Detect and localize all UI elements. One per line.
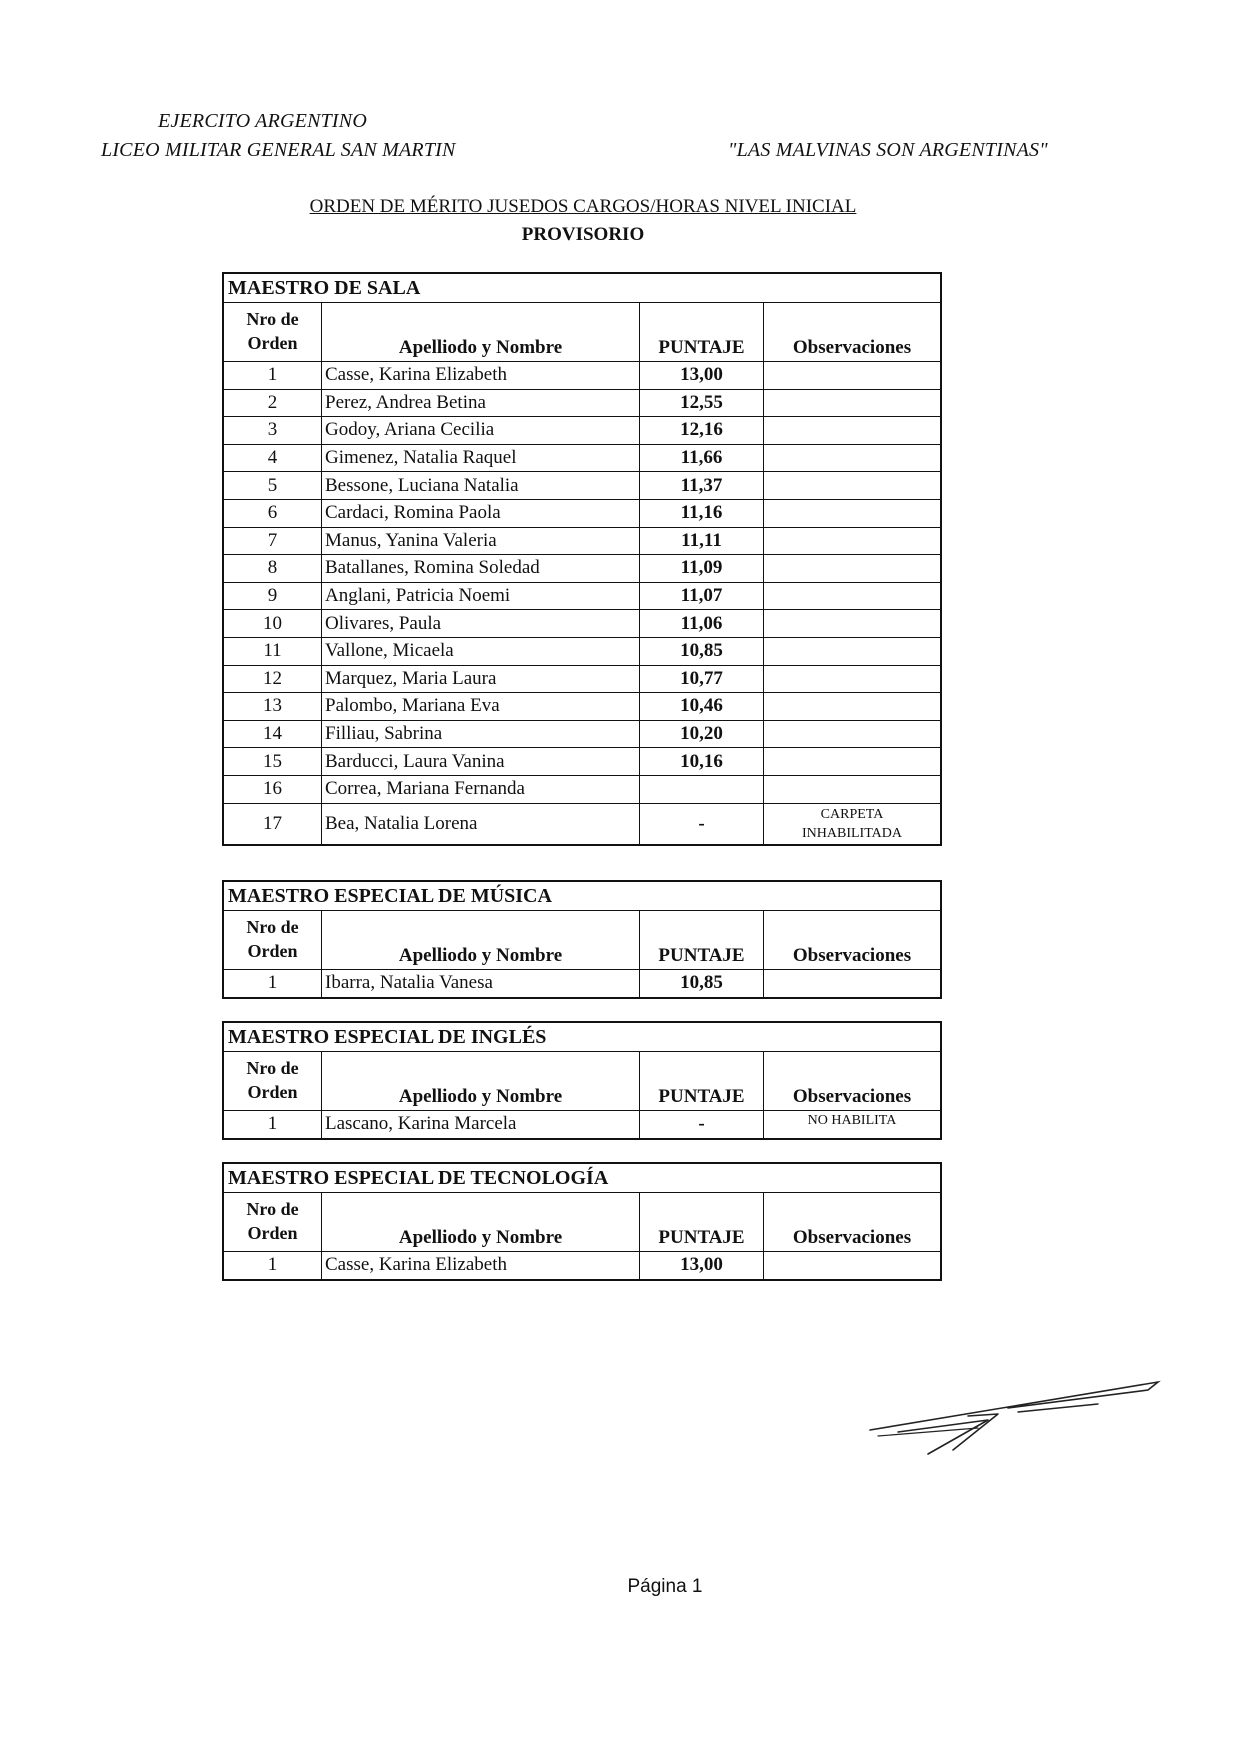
table-row: 6 Cardaci, Romina Paola 11,16 [224, 499, 940, 527]
table-row: 12 Marquez, Maria Laura 10,77 [224, 665, 940, 693]
document-title: ORDEN DE MÉRITO JUSEDOS CARGOS/HORAS NIVEL INICIAL [309, 196, 857, 217]
table-row: 9 Anglani, Patricia Noemi 11,07 [224, 582, 940, 610]
table-row: 13 Palombo, Mariana Eva 10,46 [224, 693, 940, 721]
ranking-table [224, 1193, 940, 1279]
ranking-table [224, 303, 940, 844]
section-maestro-especial-ingles [222, 1021, 942, 1140]
notes-cell: CARPETA INHABILITADA [764, 803, 941, 844]
column-header-score: PUNTAJE [640, 1052, 764, 1111]
section-maestro-de-sala [222, 272, 942, 846]
section-title: MAESTRO ESPECIAL DE MÚSICA [224, 882, 940, 911]
table-header-row [224, 1052, 940, 1111]
column-header-name: Apelliodo y Nombre [322, 1193, 640, 1252]
column-header-order: Nro de Orden [224, 911, 322, 970]
table-row: 10 Olivares, Paula 11,06 [224, 610, 940, 638]
section-maestro-especial-musica [222, 880, 942, 999]
section-title: MAESTRO ESPECIAL DE INGLÉS [224, 1023, 940, 1052]
column-header-notes: Observaciones [764, 911, 941, 970]
ranking-table [224, 1052, 940, 1138]
header-institution-line2: LICEO MILITAR GENERAL SAN MARTIN [101, 139, 456, 161]
table-header-row [224, 1193, 940, 1252]
column-header-score: PUNTAJE [640, 303, 764, 362]
section-title: MAESTRO DE SALA [224, 274, 940, 303]
column-header-notes: Observaciones [764, 1193, 941, 1252]
signature-image [868, 1370, 1168, 1460]
table-row: 3 Godoy, Ariana Cecilia 12,16 [224, 417, 940, 445]
column-header-order: Nro de Orden [224, 303, 322, 362]
column-header-score: PUNTAJE [640, 911, 764, 970]
table-row: 5 Bessone, Luciana Natalia 11,37 [224, 472, 940, 500]
table-row: 16 Correa, Mariana Fernanda [224, 775, 940, 803]
notes-text: NO HABILITA [807, 1113, 897, 1128]
column-header-name: Apelliodo y Nombre [322, 303, 640, 362]
column-header-order: Nro de Orden [224, 1052, 322, 1111]
column-header-score: PUNTAJE [640, 1193, 764, 1252]
table-row: 2 Perez, Andrea Betina 12,55 [224, 389, 940, 417]
document-subtitle: PROVISORIO [521, 224, 645, 245]
table-row: 7 Manus, Yanina Valeria 11,11 [224, 527, 940, 555]
section-maestro-especial-tecnologia [222, 1162, 942, 1281]
table-row: 14 Filliau, Sabrina 10,20 [224, 720, 940, 748]
table-header-row [224, 303, 940, 362]
column-header-name: Apelliodo y Nombre [322, 1052, 640, 1111]
header-institution-line1: EJERCITO ARGENTINO [158, 110, 367, 132]
page-number: Página 1 [627, 1576, 703, 1597]
column-header-notes: Observaciones [764, 303, 941, 362]
table-row: 1 Casse, Karina Elizabeth 13,00 [224, 362, 940, 390]
column-header-notes: Observaciones [764, 1052, 941, 1111]
column-header-name: Apelliodo y Nombre [322, 911, 640, 970]
table-row: 1 Ibarra, Natalia Vanesa 10,85 [224, 970, 940, 997]
table-row: 11 Vallone, Micaela 10,85 [224, 637, 940, 665]
table-row: 17 Bea, Natalia Lorena - CARPETA INHABILITADA [224, 803, 940, 844]
table-header-row [224, 911, 940, 970]
table-row: 1 Lascano, Karina Marcela - NO HABILITA [224, 1111, 940, 1138]
ranking-table [224, 911, 940, 997]
header-motto: "LAS MALVINAS SON ARGENTINAS" [728, 139, 1048, 161]
table-row: 15 Barducci, Laura Vanina 10,16 [224, 748, 940, 776]
table-row: 1 Casse, Karina Elizabeth 13,00 [224, 1252, 940, 1279]
section-title: MAESTRO ESPECIAL DE TECNOLOGÍA [224, 1164, 940, 1193]
table-row: 4 Gimenez, Natalia Raquel 11,66 [224, 444, 940, 472]
table-row: 8 Batallanes, Romina Soledad 11,09 [224, 555, 940, 583]
column-header-order: Nro de Orden [224, 1193, 322, 1252]
